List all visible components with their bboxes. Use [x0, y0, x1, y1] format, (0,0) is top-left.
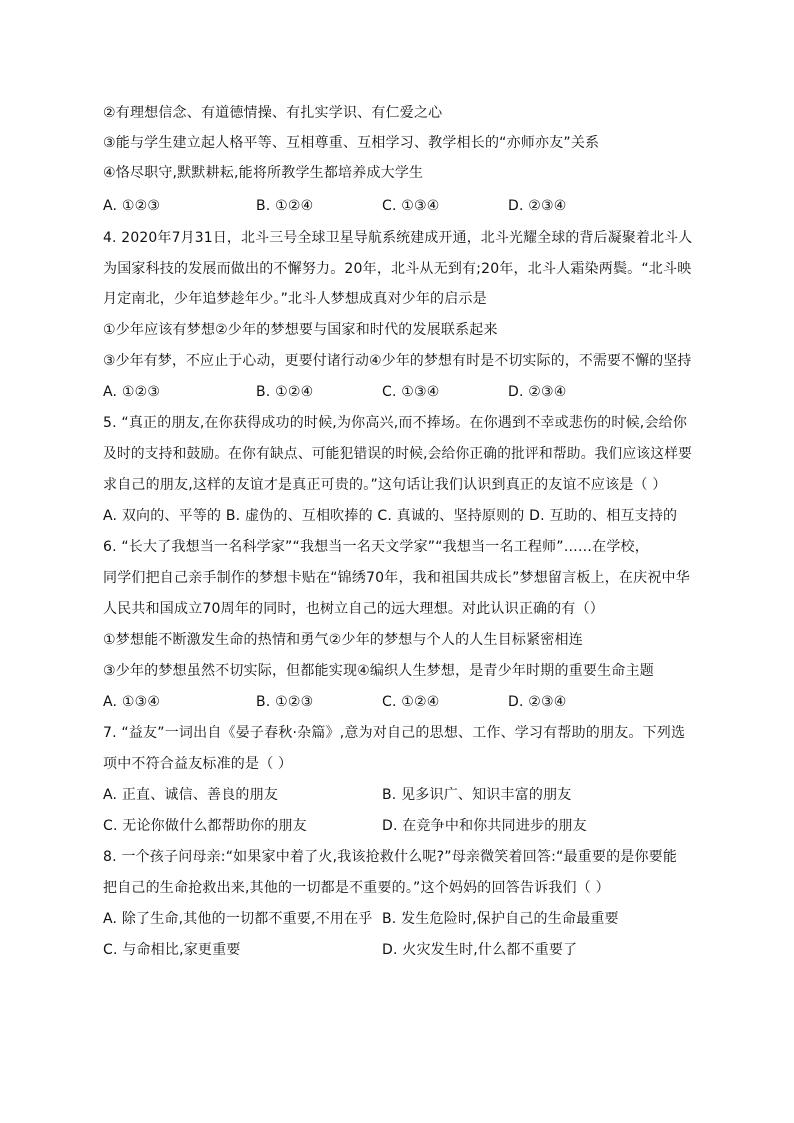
q5-stem-line-2: 及时的支持和鼓励。在你有缺点、可能犯错误的时候,会给你正确的批评和帮助。我们应该这样要 — [103, 446, 693, 462]
q7-stem-line-1: 7. “益友”一词出自《晏子春秋·杂篇》,意为对自己的思想、工作、学习有帮助的朋友。下列选 — [103, 725, 686, 741]
q6-option-d: D. ②③④ — [508, 694, 567, 710]
q4-option-c: C. ①③④ — [382, 384, 440, 400]
q4-stem-line-3: 月定南北，少年追梦趁年少。”北斗人梦想成真对少年的启示是 — [103, 291, 487, 307]
q3-item-2: ②有理想信念、有道德情操、有扎实学识、有仁爱之心 — [103, 105, 443, 121]
q3-option-c: C. ①③④ — [382, 198, 440, 214]
q6-option-b: B. ①②③ — [256, 694, 314, 710]
q7-option-c: C. 无论你做什么都帮助你的朋友 — [103, 818, 307, 834]
q3-option-d: D. ②③④ — [508, 198, 567, 214]
q6-option-c: C. ①②④ — [382, 694, 440, 710]
q6-stem-line-2: 同学们把自己亲手制作的梦想卡贴在“锦绣70年，我和祖国共成长”梦想留言板上，在庆祝中华 — [103, 570, 690, 586]
q8-option-d: D. 火灾发生时,什么都不重要了 — [382, 942, 578, 958]
q5-options: A. 双向的、平等的 B. 虚伪的、互相吹捧的 C. 真诚的、坚持原则的 D. 互助的、相互支持的 — [103, 508, 678, 524]
q5-stem-line-1: 5. “真正的朋友,在你获得成功的时候,为你高兴,而不捧场。在你遇到不幸或悲伤的时候,会给你 — [103, 415, 688, 431]
q4-option-b: B. ①②④ — [256, 384, 314, 400]
q4-item-line-2: ③少年有梦，不应止于心动，更要付诸行动④少年的梦想有时是不切实际的，不需要不懈的坚持 — [103, 353, 692, 369]
q8-option-b: B. 发生危险时,保护自己的生命最重要 — [382, 911, 619, 927]
q6-item-line-1: ①梦想能不断激发生命的热情和勇气②少年的梦想与个人的人生目标紧密相连 — [103, 632, 583, 648]
q6-stem-line-1: 6. “长大了我想当一名科学家”“我想当一名天文学家”“我想当一名工程师”……在学校， — [103, 539, 649, 555]
q4-item-line-1: ①少年应该有梦想②少年的梦想要与国家和时代的发展联系起来 — [103, 322, 498, 338]
q7-option-b: B. 见多识广、知识丰富的朋友 — [382, 787, 572, 803]
q3-item-3: ③能与学生建立起人格平等、互相尊重、互相学习、教学相长的“亦师亦友”关系 — [103, 135, 600, 151]
q6-stem-line-3: 人民共和国成立70周年的同时，也树立自己的远大理想。对此认识正确的有（） — [103, 601, 605, 617]
q6-option-a: A. ①③④ — [103, 694, 161, 710]
q8-stem-line-1: 8. 一个孩子问母亲:“如果家中着了火,我该抢救什么呢?”母亲微笑着回答:“最重要的是你要能 — [103, 849, 678, 865]
q3-option-b: B. ①②④ — [256, 198, 314, 214]
q4-option-d: D. ②③④ — [508, 384, 567, 400]
q7-option-d: D. 在竞争中和你共同进步的朋友 — [382, 818, 587, 834]
q5-stem-line-3: 求自己的朋友,这样的友谊才是真正可贵的。”这句话让我们认识到真正的友谊不应该是（ ） — [103, 477, 667, 493]
q6-item-line-2: ③少年的梦想虽然不切实际，但都能实现④编织人生梦想，是青少年时期的重要生命主题 — [103, 663, 654, 679]
q8-option-a: A. 除了生命,其他的一切都不重要,不用在乎 — [103, 911, 373, 927]
q7-stem-line-2: 项中不符合益友标准的是（ ） — [103, 756, 293, 772]
q4-stem-line-2: 为国家科技的发展而做出的不懈努力。20年，北斗从无到有;20年，北斗人霜染两鬓。“北斗映 — [103, 261, 692, 277]
q8-stem-line-2: 把自己的生命抢救出来,其他的一切都是不重要的。”这个妈妈的回答告诉我们（ ） — [103, 880, 610, 896]
q3-option-a: A. ①②③ — [103, 198, 161, 214]
q7-option-a: A. 正直、诚信、善良的朋友 — [103, 787, 279, 803]
q3-item-4: ④恪尽职守,默默耕耘,能将所教学生都培养成大学生 — [103, 165, 424, 181]
q8-option-c: C. 与命相比,家更重要 — [103, 942, 241, 958]
q4-stem-line-1: 4. 2020年7月31日，北斗三号全球卫星导航系统建成开通，北斗光耀全球的背后凝聚着北斗人 — [103, 230, 693, 246]
q4-option-a: A. ①②③ — [103, 384, 161, 400]
